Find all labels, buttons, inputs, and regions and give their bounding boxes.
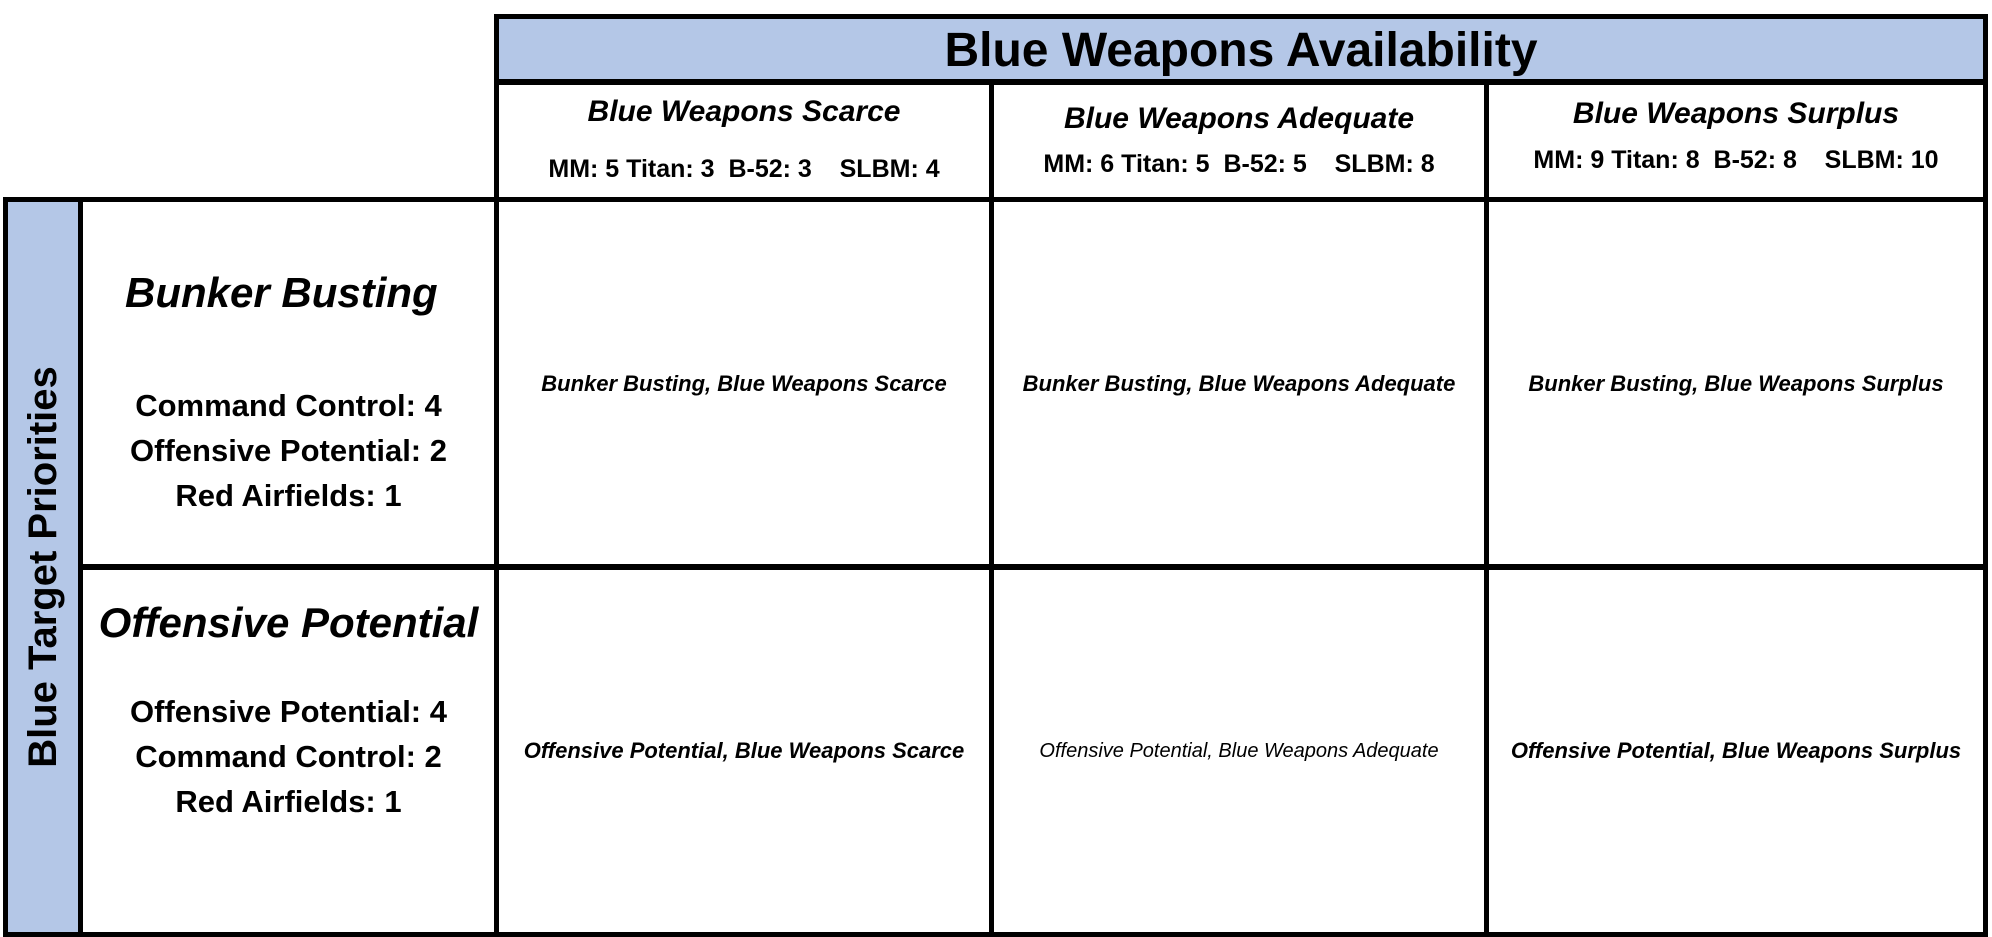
matrix-cell <box>1484 564 1988 937</box>
cell-label: Offensive Potential, Blue Weapons Adequate <box>1039 739 1439 762</box>
matrix-cell <box>989 197 1489 570</box>
target-priorities-header <box>3 197 83 937</box>
column-weapon-counts: MM: 5 Titan: 3 B-52: 3 SLBM: 4 <box>548 155 940 183</box>
matrix-cell <box>1484 197 1988 570</box>
cell-label: Bunker Busting, Blue Weapons Adequate <box>1022 370 1456 396</box>
row-priority-list <box>83 383 494 518</box>
row-priority-list <box>83 689 494 824</box>
column-header-surplus <box>1484 80 1988 202</box>
column-title: Blue Weapons Adequate <box>1063 102 1415 135</box>
column-weapon-counts: MM: 9 Titan: 8 B-52: 8 SLBM: 10 <box>1533 146 1939 174</box>
cell-label: Offensive Potential, Blue Weapons Scarce <box>523 737 965 763</box>
cell-label: Offensive Potential, Blue Weapons Surplus <box>1510 737 1962 763</box>
row-title: Bunker Busting <box>125 269 438 316</box>
priority-item: Offensive Potential: 2 <box>130 433 447 468</box>
priority-item: Red Airfields: 1 <box>175 478 402 513</box>
column-weapon-counts: MM: 6 Titan: 5 B-52: 5 SLBM: 8 <box>1043 150 1435 178</box>
cell-label: Bunker Busting, Blue Weapons Surplus <box>1528 370 1944 396</box>
row-header-bunker-busting <box>78 197 499 570</box>
matrix-cell <box>494 197 994 570</box>
weapons-availability-header <box>494 14 1988 84</box>
column-title: Blue Weapons Scarce <box>587 95 901 128</box>
column-header-scarce <box>494 80 994 202</box>
target-priorities-title: Blue Target Priorities <box>21 366 65 768</box>
priority-item: Red Airfields: 1 <box>175 784 402 819</box>
row-title: Offensive Potential <box>98 599 479 646</box>
column-header-adequate <box>989 80 1489 202</box>
column-title: Blue Weapons Surplus <box>1572 97 1900 130</box>
weapons-availability-title: Blue Weapons Availability <box>944 24 1538 77</box>
priority-item: Command Control: 4 <box>135 388 442 423</box>
row-header-offensive-potential <box>78 564 499 937</box>
priority-item: Offensive Potential: 4 <box>130 694 447 729</box>
cell-label: Bunker Busting, Blue Weapons Scarce <box>541 370 947 396</box>
priority-item: Command Control: 2 <box>135 739 442 774</box>
matrix-cell <box>989 564 1489 937</box>
matrix-cell <box>494 564 994 937</box>
